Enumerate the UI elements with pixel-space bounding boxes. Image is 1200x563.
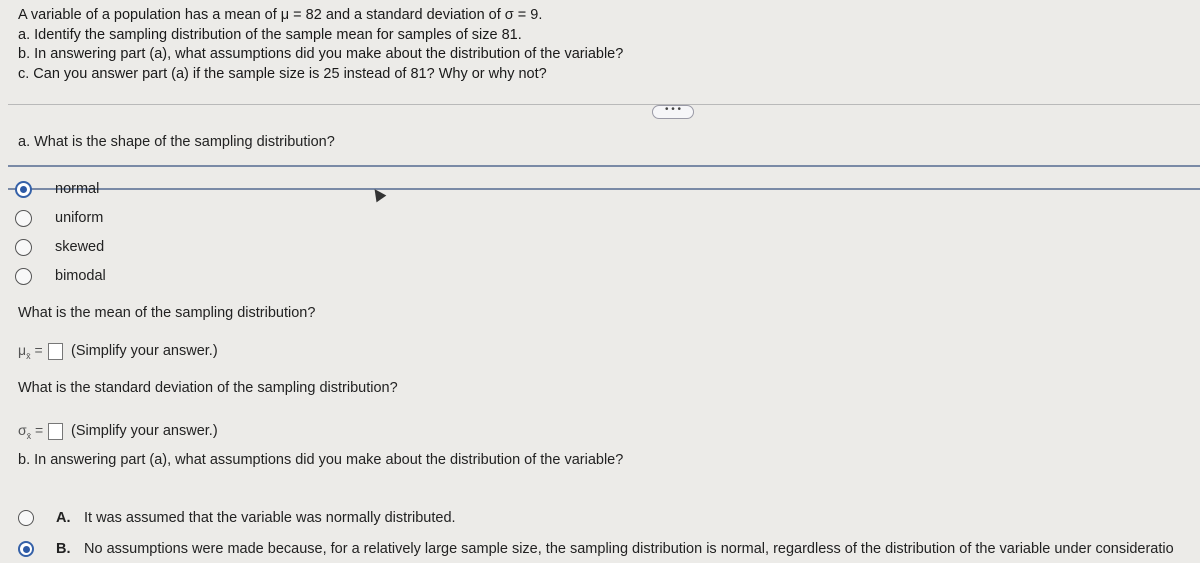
sd-symbol: $\sigma_{x̄}$ = — [18, 422, 44, 441]
option-skewed[interactable] — [15, 236, 104, 258]
highlight-band-top — [8, 165, 1200, 167]
choice-letter: B. — [56, 541, 71, 557]
choice-text: It was assumed that the variable was normally distributed. — [84, 510, 456, 526]
highlight-band-bottom — [8, 188, 1200, 190]
problem-statement — [18, 6, 623, 84]
choice-letter: A. — [56, 510, 71, 526]
choice-b[interactable] — [18, 541, 1174, 557]
radio-skewed[interactable] — [15, 239, 32, 256]
sd-question: What is the standard deviation of the sampling distribution? — [18, 380, 398, 396]
option-label: uniform — [55, 210, 104, 226]
sd-answer-row — [18, 422, 218, 441]
option-bimodal[interactable] — [15, 265, 106, 287]
choice-text: No assumptions were made because, for a relatively large sample size, the sampling distribution is normal, regardless of the distribution of the variable under consideratio — [84, 541, 1174, 557]
assumption-question: b. In answering part (a), what assumptions did you make about the distribution of the variable? — [18, 452, 624, 468]
radio-uniform[interactable] — [15, 210, 32, 227]
radio-choice-a[interactable] — [18, 510, 34, 526]
option-label: normal — [55, 181, 100, 197]
option-uniform[interactable] — [15, 207, 103, 229]
mean-answer-input[interactable] — [48, 343, 63, 360]
problem-line-4: c. Can you answer part (a) if the sample size is 25 instead of 81? Why or why not? — [18, 65, 547, 82]
problem-line-3: b. In answering part (a), what assumptions did you make about the distribution of the variable? — [18, 46, 624, 62]
option-label: skewed — [55, 239, 105, 255]
mean-symbol: $\mu_{x̄}$ = — [18, 342, 43, 361]
radio-bimodal[interactable] — [15, 268, 32, 285]
section-divider — [8, 104, 1200, 105]
mean-question: What is the mean of the sampling distribution? — [18, 305, 316, 321]
radio-choice-b[interactable] — [18, 541, 34, 557]
more-button[interactable]: • • • — [652, 105, 694, 119]
problem-line-2: a. Identify the sampling distribution of the sample mean for samples of size 81. — [18, 26, 522, 43]
option-label: bimodal — [55, 268, 106, 284]
mean-answer-row — [18, 342, 218, 361]
option-normal[interactable] — [15, 178, 99, 200]
choice-a[interactable] — [18, 510, 456, 526]
mean-hint: (Simplify your answer.) — [71, 343, 218, 360]
sd-answer-input[interactable] — [48, 423, 63, 440]
problem-line-1: A variable of a population has a mean of μ = 82 and a standard deviation of σ = 9. — [18, 7, 543, 23]
shape-question: a. What is the shape of the sampling distribution? — [18, 134, 335, 150]
sd-hint: (Simplify your answer.) — [71, 423, 218, 440]
radio-normal[interactable] — [15, 181, 32, 198]
